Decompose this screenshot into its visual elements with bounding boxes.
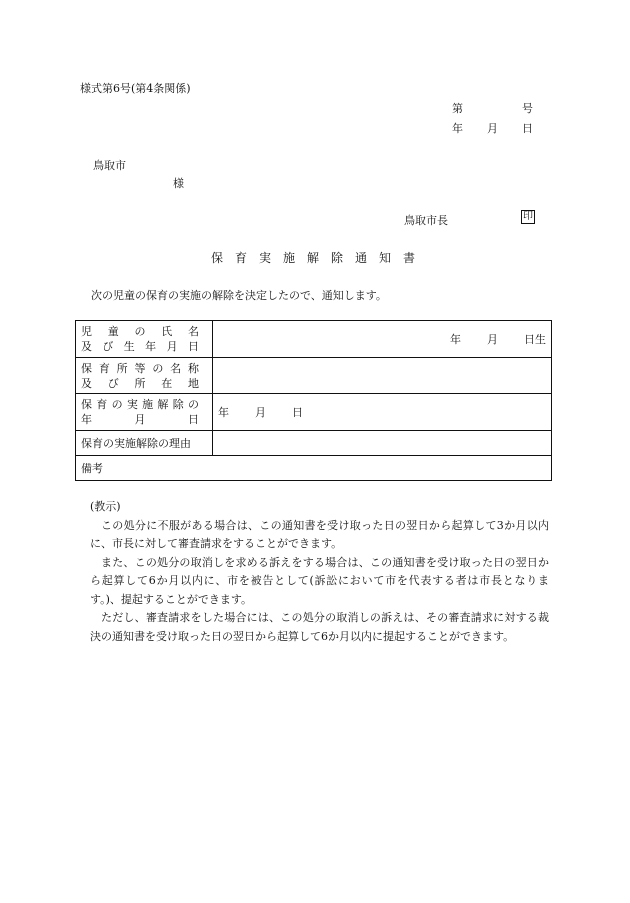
label-char: 所 <box>134 376 146 390</box>
label-char: び <box>107 376 119 390</box>
cancellation-date-field[interactable] <box>213 394 552 431</box>
facility-name-address-label <box>76 358 213 394</box>
label-char: 所 <box>116 361 128 375</box>
label-char: 月 <box>166 340 178 353</box>
label-line <box>81 397 199 412</box>
label-char: 名 <box>188 325 199 338</box>
label-char: の <box>152 361 164 375</box>
label-char: 地 <box>188 376 199 390</box>
issue-date <box>0 120 630 134</box>
label-char: 月 <box>134 413 146 426</box>
number-prefix: 第 <box>452 102 463 115</box>
label-char: 及 <box>81 376 92 390</box>
instructions-paragraph-3: ただし、審査請求をした場合には、この処分の取消しの訴えは、その審査請求に対する裁決の通知書を受け取った日の翌日から起算して6か月以内に提起することができます。 <box>90 611 549 643</box>
label-char: 保 <box>81 361 92 375</box>
label-char: の <box>187 398 199 411</box>
label-char: 除 <box>172 398 184 411</box>
birth-day: 日生 <box>524 333 546 346</box>
label-char: 及 <box>81 340 92 353</box>
facility-name-address-field[interactable] <box>213 358 552 394</box>
cancel-month: 月 <box>255 406 266 419</box>
document-number <box>0 100 630 114</box>
label-char: 年 <box>81 413 92 426</box>
document-title: 保育実施解除通知書 <box>210 251 427 265</box>
table-row <box>76 394 552 431</box>
birth-year: 年 <box>450 333 461 346</box>
label-char: 年 <box>145 340 157 353</box>
issue-date-year: 年 <box>452 122 463 135</box>
label-line <box>81 324 199 339</box>
child-name-birthdate-field[interactable] <box>213 321 552 358</box>
label-char: 施 <box>142 398 154 411</box>
label-char: 育 <box>98 361 110 375</box>
label-char: 保 <box>81 398 92 411</box>
label-char: の <box>134 325 146 338</box>
label-char: 童 <box>107 325 119 338</box>
appeal-instructions <box>90 498 549 646</box>
table-row <box>76 358 552 394</box>
label-char: 解 <box>157 398 169 411</box>
label-text: 保育の実施解除の理由 <box>81 436 191 450</box>
remarks-cell[interactable] <box>76 456 552 481</box>
label-char: 氏 <box>161 325 173 338</box>
label-char: 育 <box>96 398 108 411</box>
number-suffix: 号 <box>522 102 533 115</box>
birth-month: 月 <box>487 333 498 346</box>
table-row <box>76 321 552 358</box>
issue-date-month: 月 <box>487 122 498 135</box>
instructions-paragraph-2: また、この処分の取消しを求める訴えをする場合は、この通知書を受け取った日の翌日から起算して6か月以内に、市を被告として(訴訟において市を代表する者は市長となります。)、提起することができます。 <box>90 555 549 606</box>
table-row <box>76 431 552 456</box>
instructions-heading: (教示) <box>90 500 121 513</box>
intro-text: 次の児童の保育の実施の解除を決定したので、通知します。 <box>91 289 387 302</box>
label-char: の <box>111 398 123 411</box>
label-char: び <box>102 340 114 353</box>
cancel-year: 年 <box>218 406 229 419</box>
addressee-city: 鳥取市 <box>93 159 126 172</box>
label-char: 称 <box>187 361 199 375</box>
label-line <box>81 412 199 427</box>
label-char: 児 <box>81 325 92 338</box>
cancellation-reason-label <box>76 431 213 456</box>
notice-form-table <box>75 320 552 481</box>
label-char: 等 <box>134 361 146 375</box>
label-line <box>81 376 199 391</box>
cancellation-date-label <box>76 394 213 431</box>
issuer-name: 鳥取市長 <box>404 214 448 227</box>
cancel-day: 日 <box>292 406 303 419</box>
label-char: 実 <box>126 398 138 411</box>
child-name-birthdate-label <box>76 321 213 358</box>
label-line <box>81 339 199 354</box>
issue-date-day: 日 <box>522 122 533 135</box>
label-line <box>81 361 199 376</box>
label-char: 生 <box>123 340 135 353</box>
label-char: 名 <box>170 361 182 375</box>
form-number-label: 様式第6号(第4条関係) <box>80 82 191 95</box>
instructions-paragraph-1: この処分に不服がある場合は、この通知書を受け取った日の翌日から起算して3か月以内に、市長に対して審査請求をすることができます。 <box>90 518 549 550</box>
label-char: 在 <box>161 376 173 390</box>
table-row <box>76 456 552 481</box>
seal-mark: 印 <box>523 211 533 222</box>
remarks-label: 備考 <box>81 462 103 475</box>
cancellation-reason-field[interactable] <box>213 431 552 456</box>
label-char: 日 <box>188 413 199 426</box>
label-char: 日 <box>187 340 199 353</box>
addressee-honorific: 様 <box>173 177 184 190</box>
